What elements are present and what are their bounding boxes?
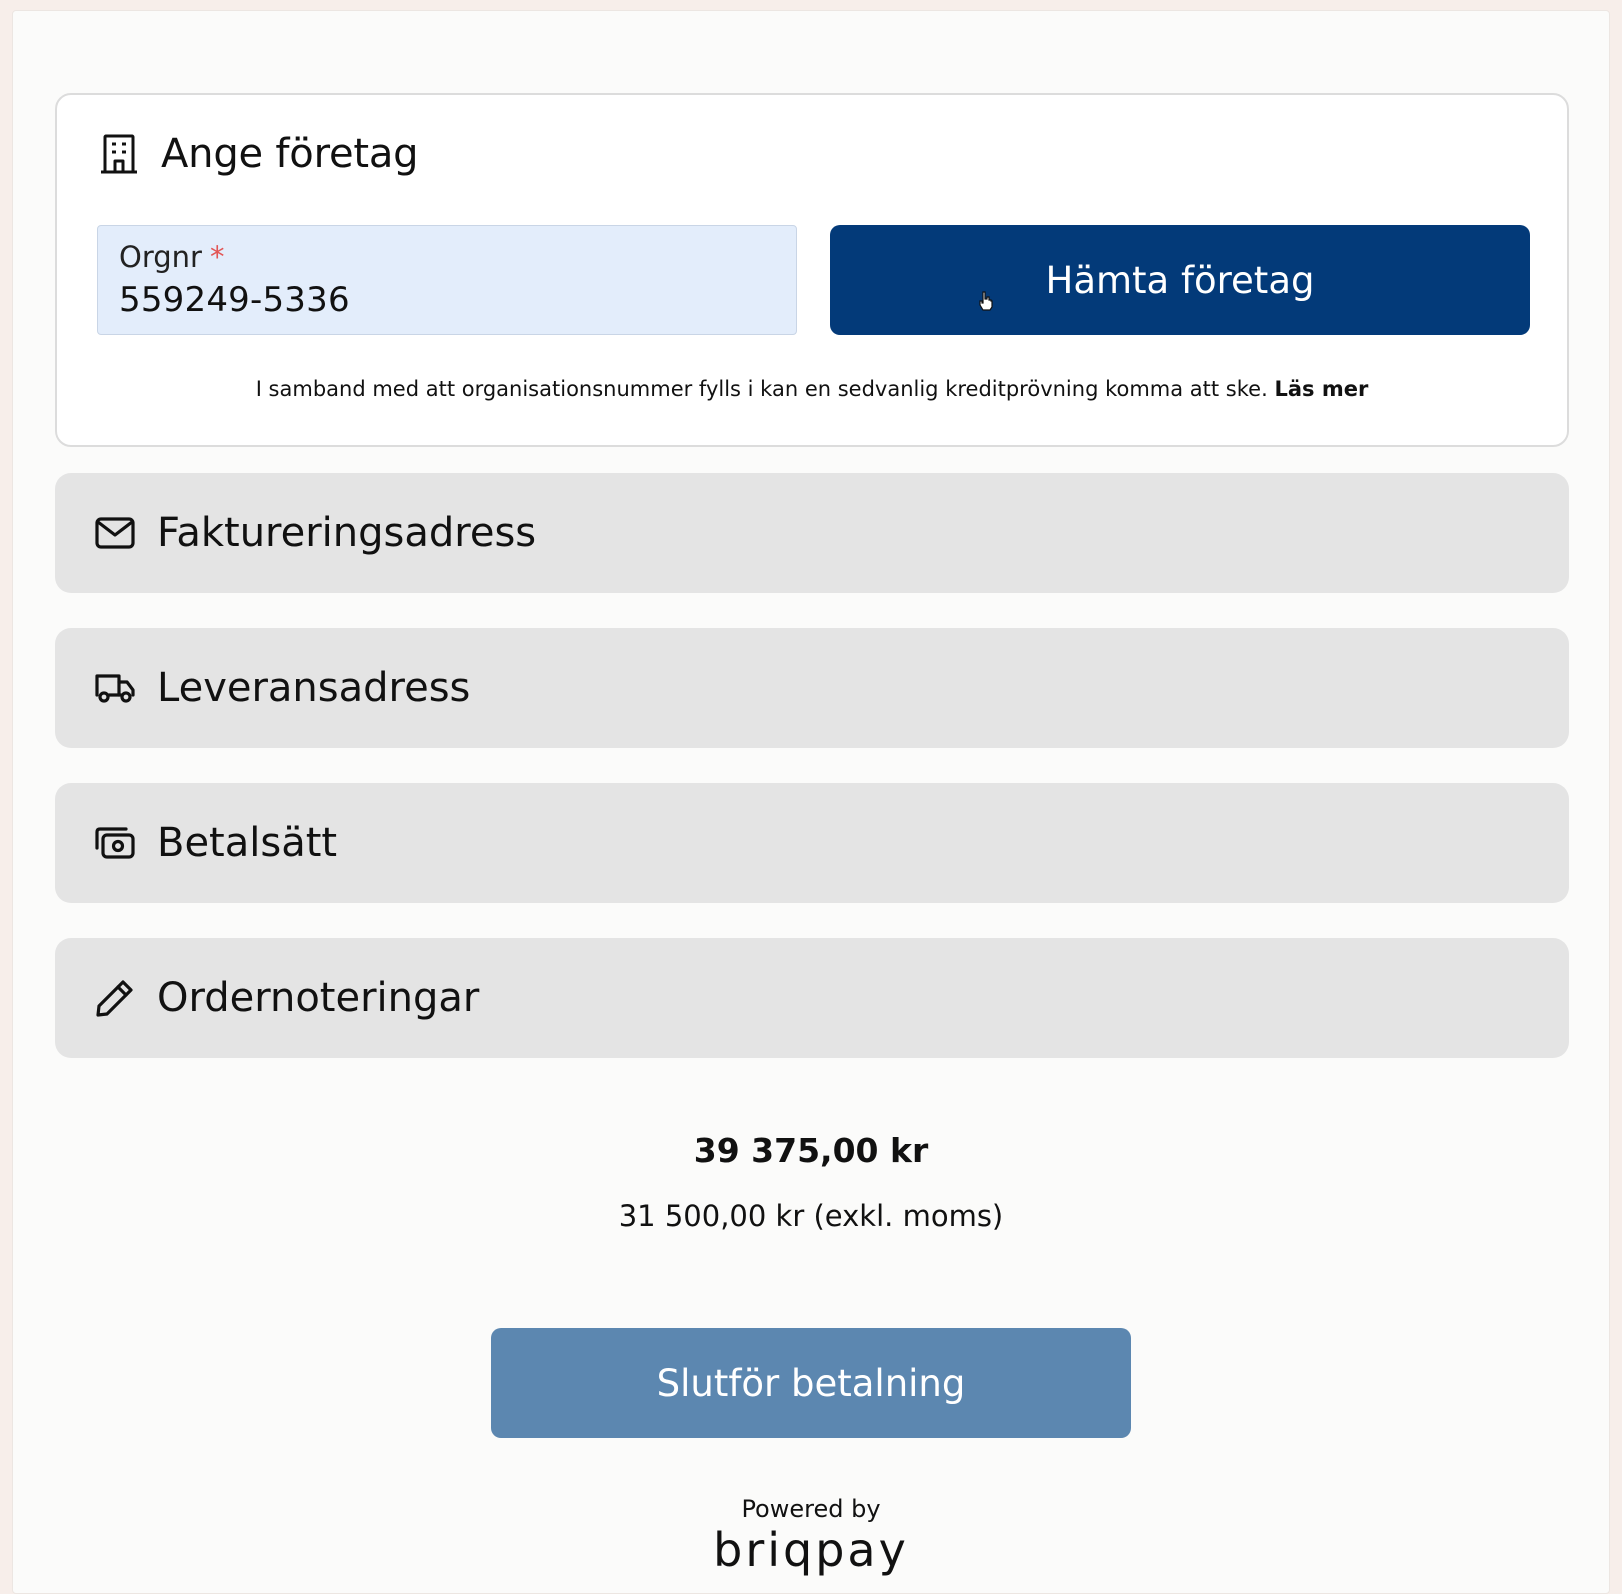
order-total: 39 375,00 kr [693,1131,929,1170]
section-label: Faktureringsadress [157,510,537,556]
fetch-company-button[interactable] [830,225,1530,335]
credit-note-text: I samband med att organisationsnummer fylls i kan en sedvanlig kreditprövning komma att ske. [255,377,1268,401]
orgnr-input[interactable] [97,225,797,335]
truck-icon [95,671,135,705]
read-more-link[interactable]: Läs mer [1274,377,1369,401]
hand-cursor-icon [978,277,994,320]
section-label: Ordernoteringar [157,975,480,1021]
company-title: Ange företag [161,131,419,177]
company-card [55,93,1569,447]
envelope-icon [95,516,135,550]
briqpay-logo: briqpay [713,1523,909,1577]
fetch-company-label: Hämta företag [1045,258,1315,302]
company-header [99,131,418,177]
powered-by: Powered by [741,1495,881,1523]
checkout-page [12,10,1610,1594]
credit-note [57,377,1567,401]
cash-icon [95,826,135,860]
building-icon [99,133,139,175]
section-order-notes[interactable] [55,938,1569,1058]
section-delivery-address[interactable] [55,628,1569,748]
section-billing-address[interactable] [55,473,1569,593]
section-payment-method[interactable] [55,783,1569,903]
section-label: Betalsätt [157,820,338,866]
order-subtotal: 31 500,00 kr (exkl. moms) [618,1199,1004,1233]
orgnr-label-text: Orgnr [119,240,202,274]
orgnr-value[interactable]: 559249-5336 [119,280,350,320]
section-label: Leveransadress [157,665,471,711]
pencil-icon [95,978,135,1018]
complete-payment-button[interactable]: Slutför betalning [491,1328,1131,1438]
required-mark: * [209,240,225,274]
orgnr-label [119,240,224,274]
